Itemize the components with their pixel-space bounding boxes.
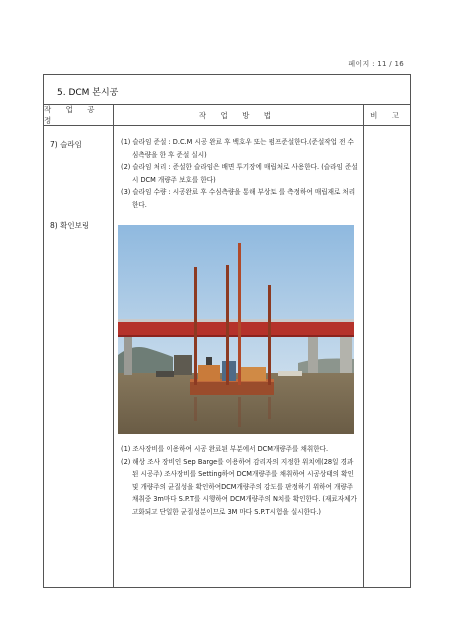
step-description-slime	[121, 136, 358, 211]
description-line: (1) 슬라임 준설 : D.C.M 시공 완료 후 백호우 또는 펌프준설한다.(준설작업 전 수심측량을 한 후 준설 실시)	[121, 138, 354, 159]
header-note: 비 고	[370, 110, 405, 120]
description-line: (1) 조사장비를 이용하여 시공 완료된 부분에서 DCM개량주를 채취한다.	[121, 445, 329, 453]
description-line: (2) 슬라임 처리 : 준설한 슬라임은 배면 투기장에 매립처로 사용한다. (슬라임 준설시 DCM 개량주 보호를 한다)	[121, 163, 358, 184]
column-divider	[113, 105, 114, 587]
step-description-boring	[121, 443, 358, 518]
title-row	[44, 75, 410, 105]
description-line: (3) 슬라임 수량 : 시공완료 후 수심측량을 통해 부상토 를 측정하여 매립재로 처리한다.	[121, 188, 356, 209]
site-photo	[118, 225, 354, 434]
document-frame	[43, 74, 411, 588]
section-title: 5. DCM 본시공	[57, 88, 119, 98]
step-label-boring: 8) 확인보링	[50, 221, 90, 230]
description-line: (2) 해상 조사 장비인 Sep Barge를 이용하여 감리자의 지정한 위치에(28일 경과된 시공주) 조사장비를 Setting하여 DCM개량주를 채취하여 시공상태의 확인 및 개량주의 균질성을 확인하여DCM개량주의 강도를 판정하기 위하여 개량주 채취중 3m마다 S.P.T를 시행하여 DCM개량주의 N치를 확인한다. (재료자체가 고화되고 단일한 균질성분이므로 3M 마다 S.P.T시험을 실시한다.)	[121, 457, 357, 516]
column-divider	[363, 105, 364, 587]
page-number: 페이지 : 11 / 16	[348, 60, 404, 68]
step-label-slime: 7) 슬라임	[50, 140, 82, 149]
table-header	[44, 105, 410, 126]
header-method: 작 업 방 법	[198, 110, 278, 120]
header-process: 작 업 공 정	[44, 105, 101, 125]
